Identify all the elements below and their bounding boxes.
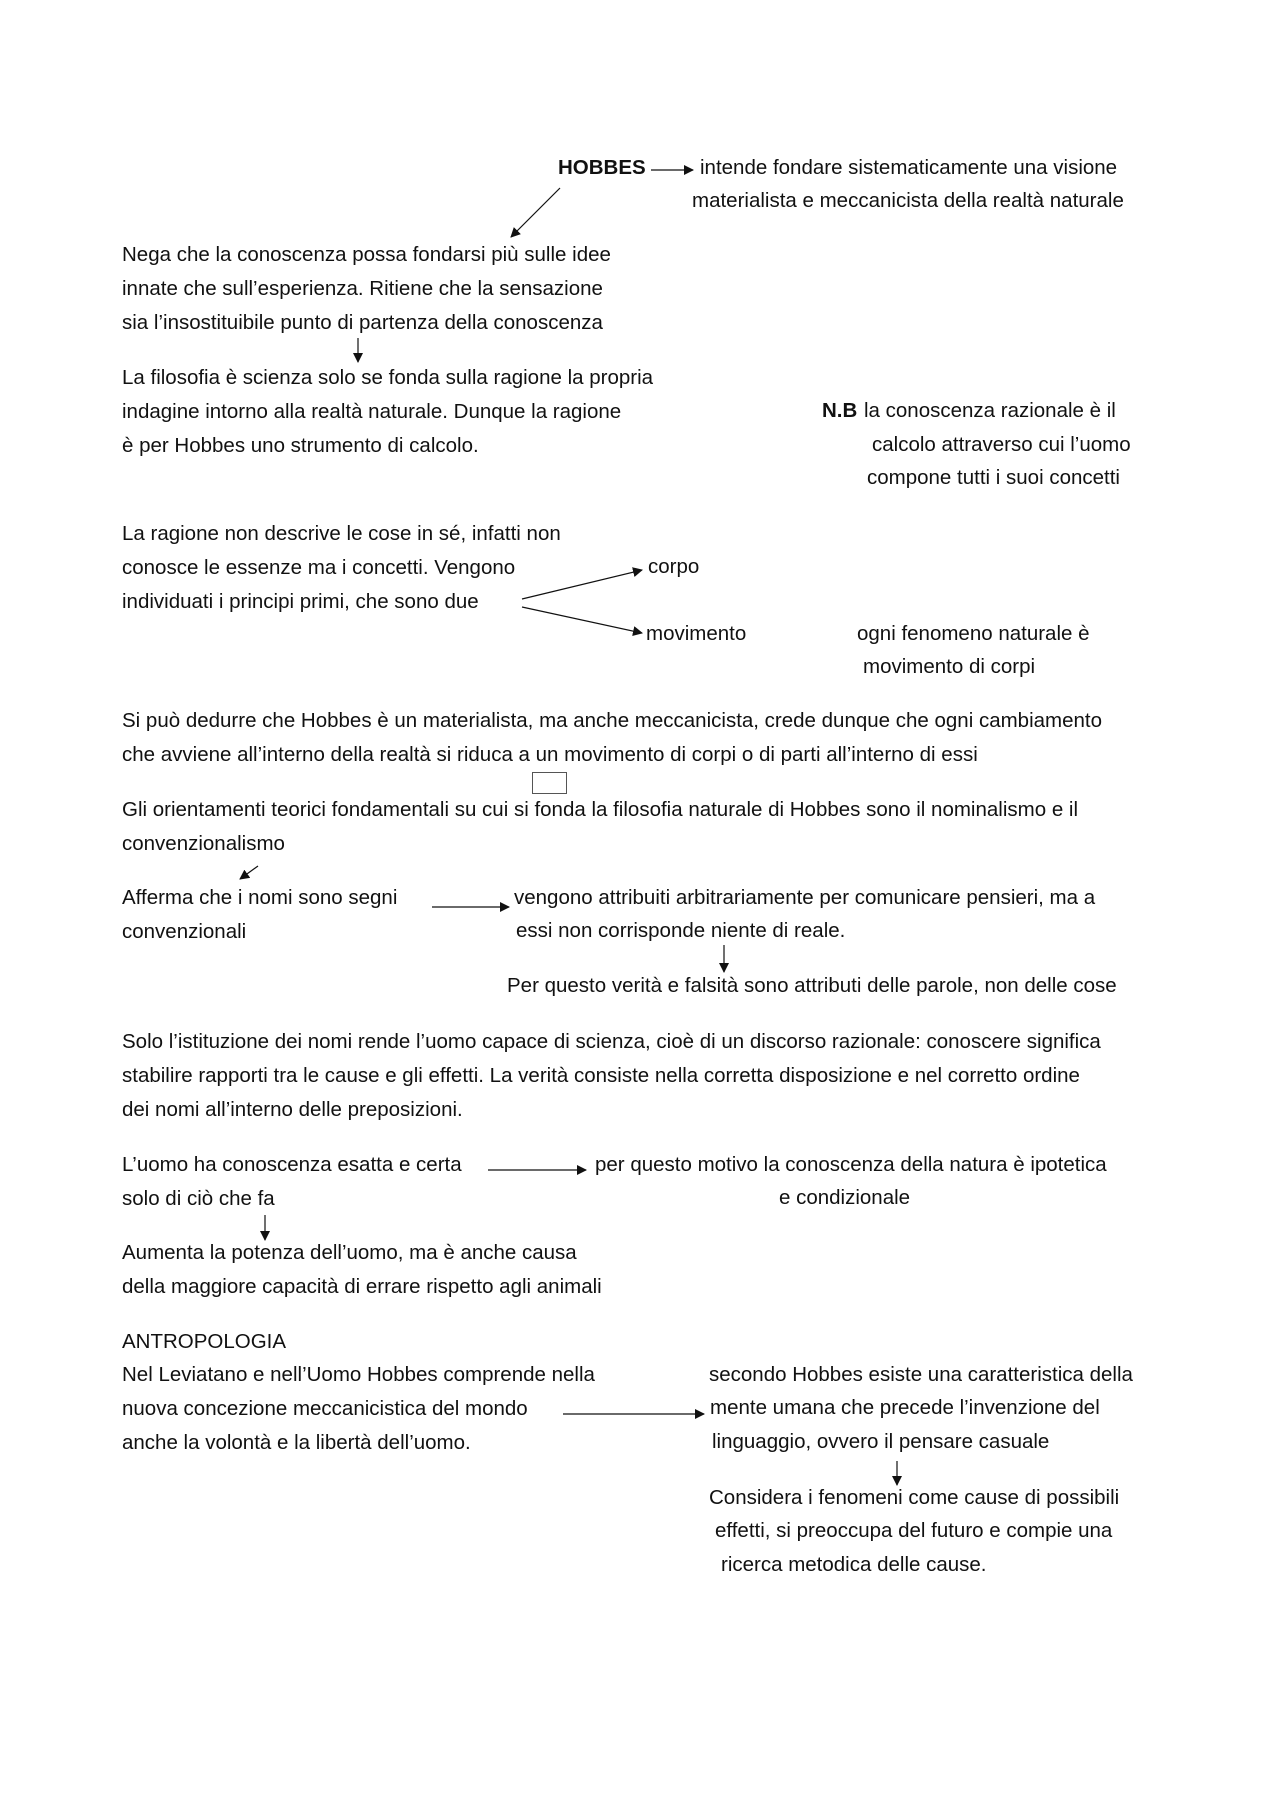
movement-note-line-1: ogni fenomeno naturale è	[857, 622, 1090, 645]
anthropology-left-line: Nel Leviatano e nell’Uomo Hobbes comprende nella	[122, 1363, 595, 1386]
names-line: Afferma che i nomi sono segni	[122, 886, 398, 909]
empty-box	[532, 772, 567, 794]
movement-note-line-2: movimento di corpi	[863, 655, 1036, 678]
anthropology-heading: ANTROPOLOGIA	[122, 1330, 287, 1353]
philosophy-block	[122, 361, 653, 463]
science-line: dei nomi all’interno delle preposizioni.	[122, 1098, 463, 1121]
conclusion-line-1: Considera i fenomeni come cause di possibili	[709, 1486, 1120, 1509]
reason-line: La ragione non descrive le cose in sé, infatti non	[122, 522, 561, 545]
man-result-line-1: per questo motivo la conoscenza della natura è ipotetica	[595, 1153, 1107, 1176]
orientations-line: Gli orientamenti teorici fondamentali su cui si fonda la filosofia naturale di Hobbes sono il nominalismo e il	[122, 798, 1079, 821]
anthropology-left-line: nuova concezione meccanicistica del mondo	[122, 1397, 528, 1420]
materialist-line: che avviene all’interno della realtà si riduca a un movimento di corpi o di parti all’interno di essi	[122, 743, 978, 766]
philosophy-line: La filosofia è scienza solo se fonda sulla ragione la propria	[122, 366, 654, 389]
man-line: L’uomo ha conoscenza esatta e certa	[122, 1153, 462, 1176]
arrow-orientations-to-names	[240, 866, 258, 879]
reason-line: conosce le essenze ma i concetti. Vengono	[122, 556, 516, 579]
conclusion-line-3: ricerca metodica delle cause.	[721, 1553, 987, 1576]
anthropology-right-line-3: linguaggio, ovvero il pensare casuale	[712, 1430, 1050, 1453]
science-line: Solo l’istituzione dei nomi rende l’uomo capace di scienza, cioè di un discorso razionale: conoscere significa	[122, 1030, 1101, 1053]
names-line: convenzionali	[122, 920, 247, 943]
man-block	[122, 1148, 462, 1216]
note-line-1: la conoscenza razionale è il	[864, 399, 1116, 422]
reason-block	[122, 517, 561, 619]
science-line: stabilire rapporti tra le cause e gli effetti. La verità consiste nella corretta disposizione e nel corretto ordine	[122, 1064, 1080, 1087]
intent-line-1: intende fondare sistematicamente una visione	[700, 156, 1118, 179]
man-result-line-2: e condizionale	[779, 1186, 911, 1209]
note-line-3: compone tutti i suoi concetti	[867, 466, 1120, 489]
page-title: HOBBES	[558, 156, 646, 179]
reason-line: individuati i principi primi, che sono due	[122, 590, 479, 613]
philosophy-line: indagine intorno alla realtà naturale. Dunque la ragione	[122, 400, 622, 423]
knowledge-line: Nega che la conoscenza possa fondarsi più sulle idee	[122, 243, 611, 266]
orientations-line: convenzionalismo	[122, 832, 285, 855]
power-line: Aumenta la potenza dell’uomo, ma è anche causa	[122, 1241, 577, 1264]
principle-body: corpo	[648, 555, 700, 578]
science-block	[122, 1025, 1101, 1127]
knowledge-block	[122, 238, 611, 340]
conclusion-line-2: effetti, si preoccupa del futuro e compie una	[715, 1519, 1113, 1542]
arrow-hobbes-to-knowledge	[511, 188, 560, 237]
knowledge-line: innate che sull’esperienza. Ritiene che la sensazione	[122, 277, 603, 300]
philosophy-line: è per Hobbes uno strumento di calcolo.	[122, 434, 479, 457]
man-line: solo di ciò che fa	[122, 1187, 275, 1210]
materialist-block	[122, 704, 1102, 772]
power-line: della maggiore capacità di errare rispetto agli animali	[122, 1275, 602, 1298]
power-block	[122, 1236, 602, 1304]
anthropology-right-line-1: secondo Hobbes esiste una caratteristica della	[709, 1363, 1133, 1386]
anthropology-right-line-2: mente umana che precede l’invenzione del	[710, 1396, 1100, 1419]
anthropology-left-line: anche la volontà e la libertà dell’uomo.	[122, 1431, 471, 1454]
names-block	[122, 881, 397, 949]
note-line-2: calcolo attraverso cui l’uomo	[872, 433, 1131, 456]
note-label: N.B	[822, 399, 858, 422]
orientations-block	[122, 793, 1078, 861]
anthropology-left-block	[122, 1358, 595, 1460]
materialist-line: Si può dedurre che Hobbes è un materialista, ma anche meccanicista, crede dunque che ogni cambiamento	[122, 709, 1103, 732]
names-result-line-2: essi non corrisponde niente di reale.	[516, 919, 846, 942]
truth-line: Per questo verità e falsità sono attributi delle parole, non delle cose	[507, 974, 1117, 997]
names-result-line-1: vengono attribuiti arbitrariamente per comunicare pensieri, ma a	[514, 886, 1096, 909]
intent-line-2: materialista e meccanicista della realtà naturale	[692, 189, 1124, 212]
knowledge-line: sia l’insostituibile punto di partenza della conoscenza	[122, 311, 603, 334]
principle-movement: movimento	[646, 622, 747, 645]
